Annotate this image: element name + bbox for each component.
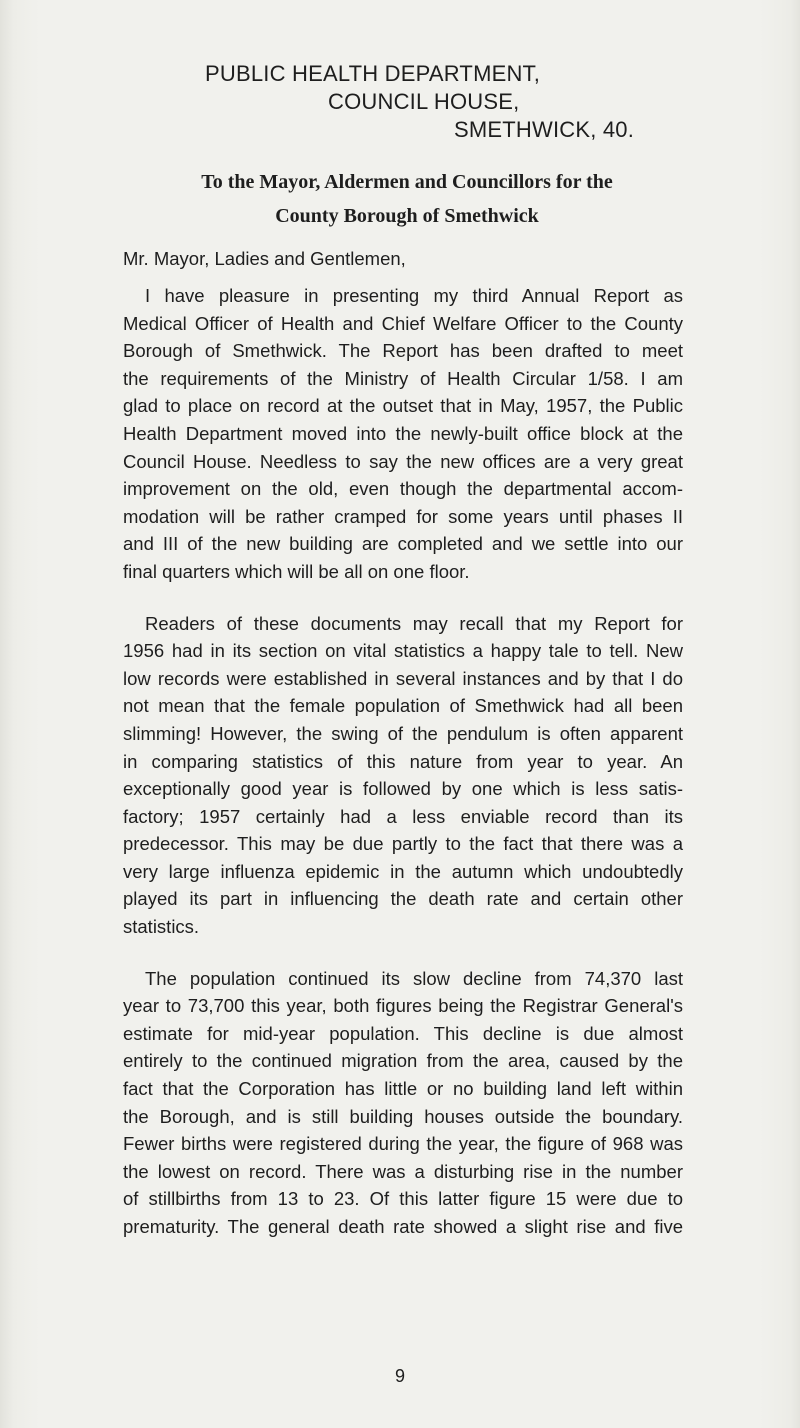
paragraph-line: final quarters which will be all on one floor. xyxy=(123,560,470,582)
address-line-department: PUBLIC HEALTH DEPARTMENT, xyxy=(205,61,541,86)
paragraph-3 xyxy=(123,965,683,1241)
paragraph-line: Medical Officer of Health and Chief Welfare Officer to the County xyxy=(123,312,683,334)
paragraph-2 xyxy=(123,610,683,941)
paragraph-line: improvement on the old, even though the departmental accom- xyxy=(123,478,683,500)
paragraph-line: Council House. Needless to say the new offices are a very great xyxy=(123,450,683,472)
paragraph-line: exceptionally good year is followed by one which is less satis- xyxy=(123,778,683,800)
address-line-town: SMETHWICK, 40. xyxy=(454,117,635,142)
letter-body xyxy=(123,60,683,1241)
paragraph-line: predecessor. This may be due partly to the fact that there was a xyxy=(123,833,683,855)
paragraph-line: glad to place on record at the outset that in May, 1957, the Public xyxy=(123,395,683,417)
paragraph-line: slimming! However, the swing of the pendulum is often apparent xyxy=(123,722,683,744)
paragraph-line: not mean that the female population of Smethwick had all been xyxy=(123,695,683,717)
greeting: Mr. Mayor, Ladies and Gentlemen, xyxy=(123,248,406,269)
paragraph-1 xyxy=(123,282,683,586)
paragraph-line: entirely to the continued migration from the area, caused by the xyxy=(123,1050,683,1072)
paragraph-line: statistics. xyxy=(123,916,200,938)
paragraph-line: factory; 1957 certainly had a less enviable record than its xyxy=(123,805,683,827)
paragraph-line: fact that the Corporation has little or no building land left within xyxy=(123,1078,683,1100)
paragraph-line: modation will be rather cramped for some years until phases II xyxy=(123,505,683,527)
paragraph-line: and III of the new building are completed and we settle into our xyxy=(123,533,683,555)
paragraph-line: I have pleasure in presenting my third Annual Report as xyxy=(145,285,683,306)
paragraph-line: of stillbirths from 13 to 23. Of this latter figure 15 were due to xyxy=(123,1188,683,1210)
paragraph-line: Fewer births were registered during the year, the figure of 968 was xyxy=(123,1133,683,1155)
paragraph-line: very large influenza epidemic in the autumn which undoubtedly xyxy=(123,860,683,882)
paragraph-line: low records were established in several instances and by that I do xyxy=(123,667,683,689)
paragraph-line: Readers of these documents may recall that my Report for xyxy=(145,612,683,634)
paragraph-line: The population continued its slow decline from 74,370 last xyxy=(145,967,683,989)
paragraph-line: the requirements of the Ministry of Health Circular 1/58. I am xyxy=(123,367,683,389)
addressee-line: To the Mayor, Aldermen and Councillors for the xyxy=(201,171,613,193)
paragraph-line: estimate for mid-year population. This decline is due almost xyxy=(123,1022,683,1044)
page-number: 9 xyxy=(394,1366,405,1386)
paragraph-line: played its part in influencing the death rate and certain other xyxy=(123,888,683,910)
paragraph-line: Borough of Smethwick. The Report has been drafted to meet xyxy=(123,340,683,362)
paragraph-line: Health Department moved into the newly-built office block at the xyxy=(123,422,683,444)
paragraph-line: 1956 had in its section on vital statistics a happy tale to tell. New xyxy=(123,640,683,662)
paragraph-line: prematurity. The general death rate showed a slight rise and five xyxy=(123,1216,683,1237)
sender-address xyxy=(123,60,683,144)
paragraph-line: year to 73,700 this year, both figures being the Registrar General's xyxy=(123,995,683,1017)
addressee-line: County Borough of Smethwick xyxy=(275,205,539,227)
address-line-building: COUNCIL HOUSE, xyxy=(328,89,520,114)
paragraph-line: the lowest on record. There was a disturbing rise in the number xyxy=(123,1160,683,1182)
paragraph-line: the Borough, and is still building houses outside the boundary. xyxy=(123,1105,683,1127)
paragraph-line: in comparing statistics of this nature from year to year. An xyxy=(123,750,683,772)
addressee xyxy=(123,165,683,233)
